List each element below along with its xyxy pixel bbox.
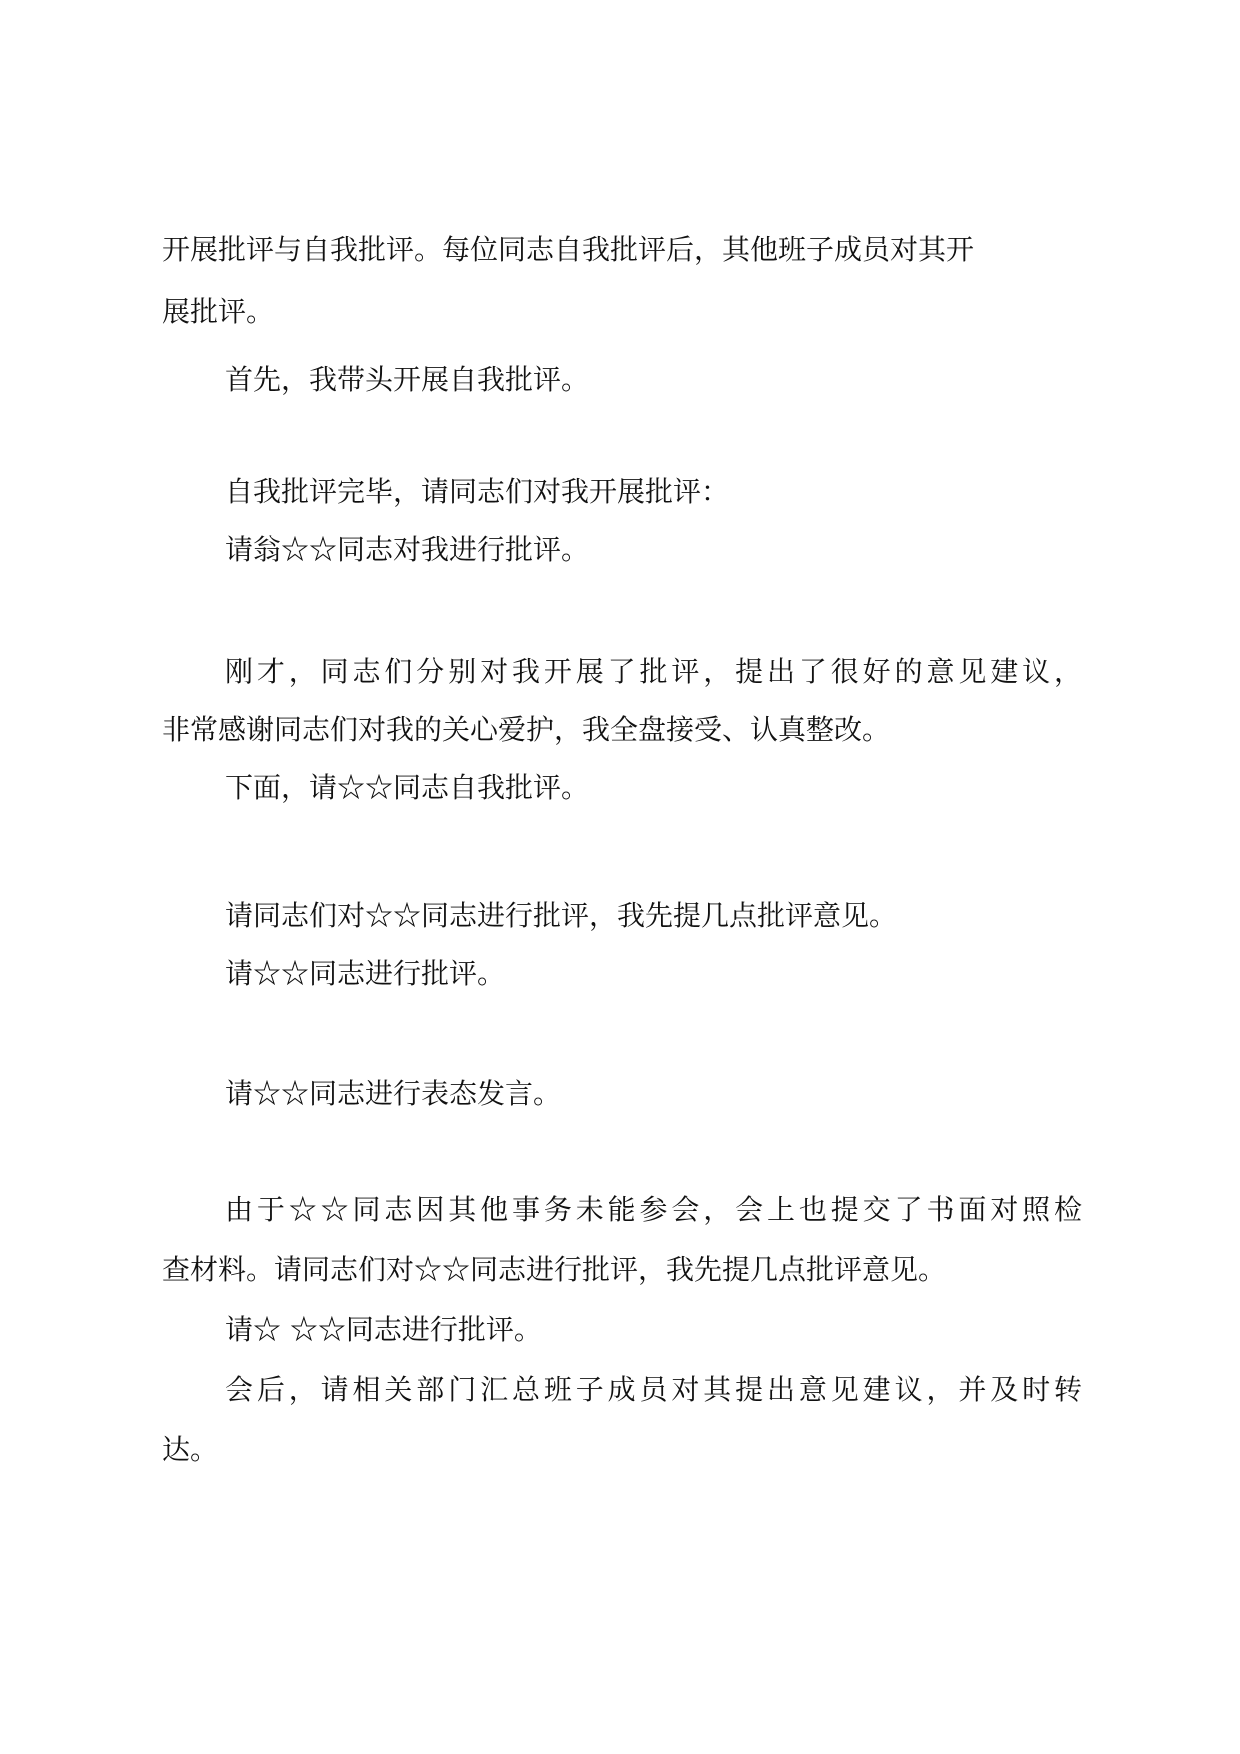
paragraph-line-10: 请☆☆同志进行批评。: [225, 957, 506, 990]
paragraph-line-14: 请☆ ☆☆同志进行批评。: [225, 1313, 542, 1346]
paragraph-line-6: 刚才，同志们分别对我开展了批评，提出了很好的意见建议，: [225, 655, 1082, 688]
paragraph-line-11: 请☆☆同志进行表态发言。: [225, 1077, 562, 1110]
paragraph-line-7: 非常感谢同志们对我的关心爱护，我全盘接受、认真整改。: [162, 713, 891, 746]
paragraph-line-3: 首先，我带头开展自我批评。: [225, 363, 590, 396]
paragraph-line-4: 自我批评完毕，请同志们对我开展批评：: [225, 475, 730, 508]
paragraph-line-8: 下面，请☆☆同志自我批评。: [225, 771, 590, 804]
paragraph-line-5: 请翁☆☆同志对我进行批评。: [225, 533, 590, 566]
paragraph-line-16: 达。: [162, 1433, 219, 1466]
paragraph-line-2: 展批评。: [162, 295, 275, 328]
paragraph-line-9: 请同志们对☆☆同志进行批评，我先提几点批评意见。: [225, 899, 898, 932]
paragraph-line-12: 由于☆☆同志因其他事务未能参会，会上也提交了书面对照检: [225, 1193, 1082, 1226]
paragraph-line-13: 查材料。请同志们对☆☆同志进行批评，我先提几点批评意见。: [162, 1253, 947, 1286]
paragraph-line-1: 开展批评与自我批评。每位同志自我批评后，其他班子成员对其开: [162, 233, 975, 266]
paragraph-line-15: 会后，请相关部门汇总班子成员对其提出意见建议，并及时转: [225, 1373, 1082, 1406]
